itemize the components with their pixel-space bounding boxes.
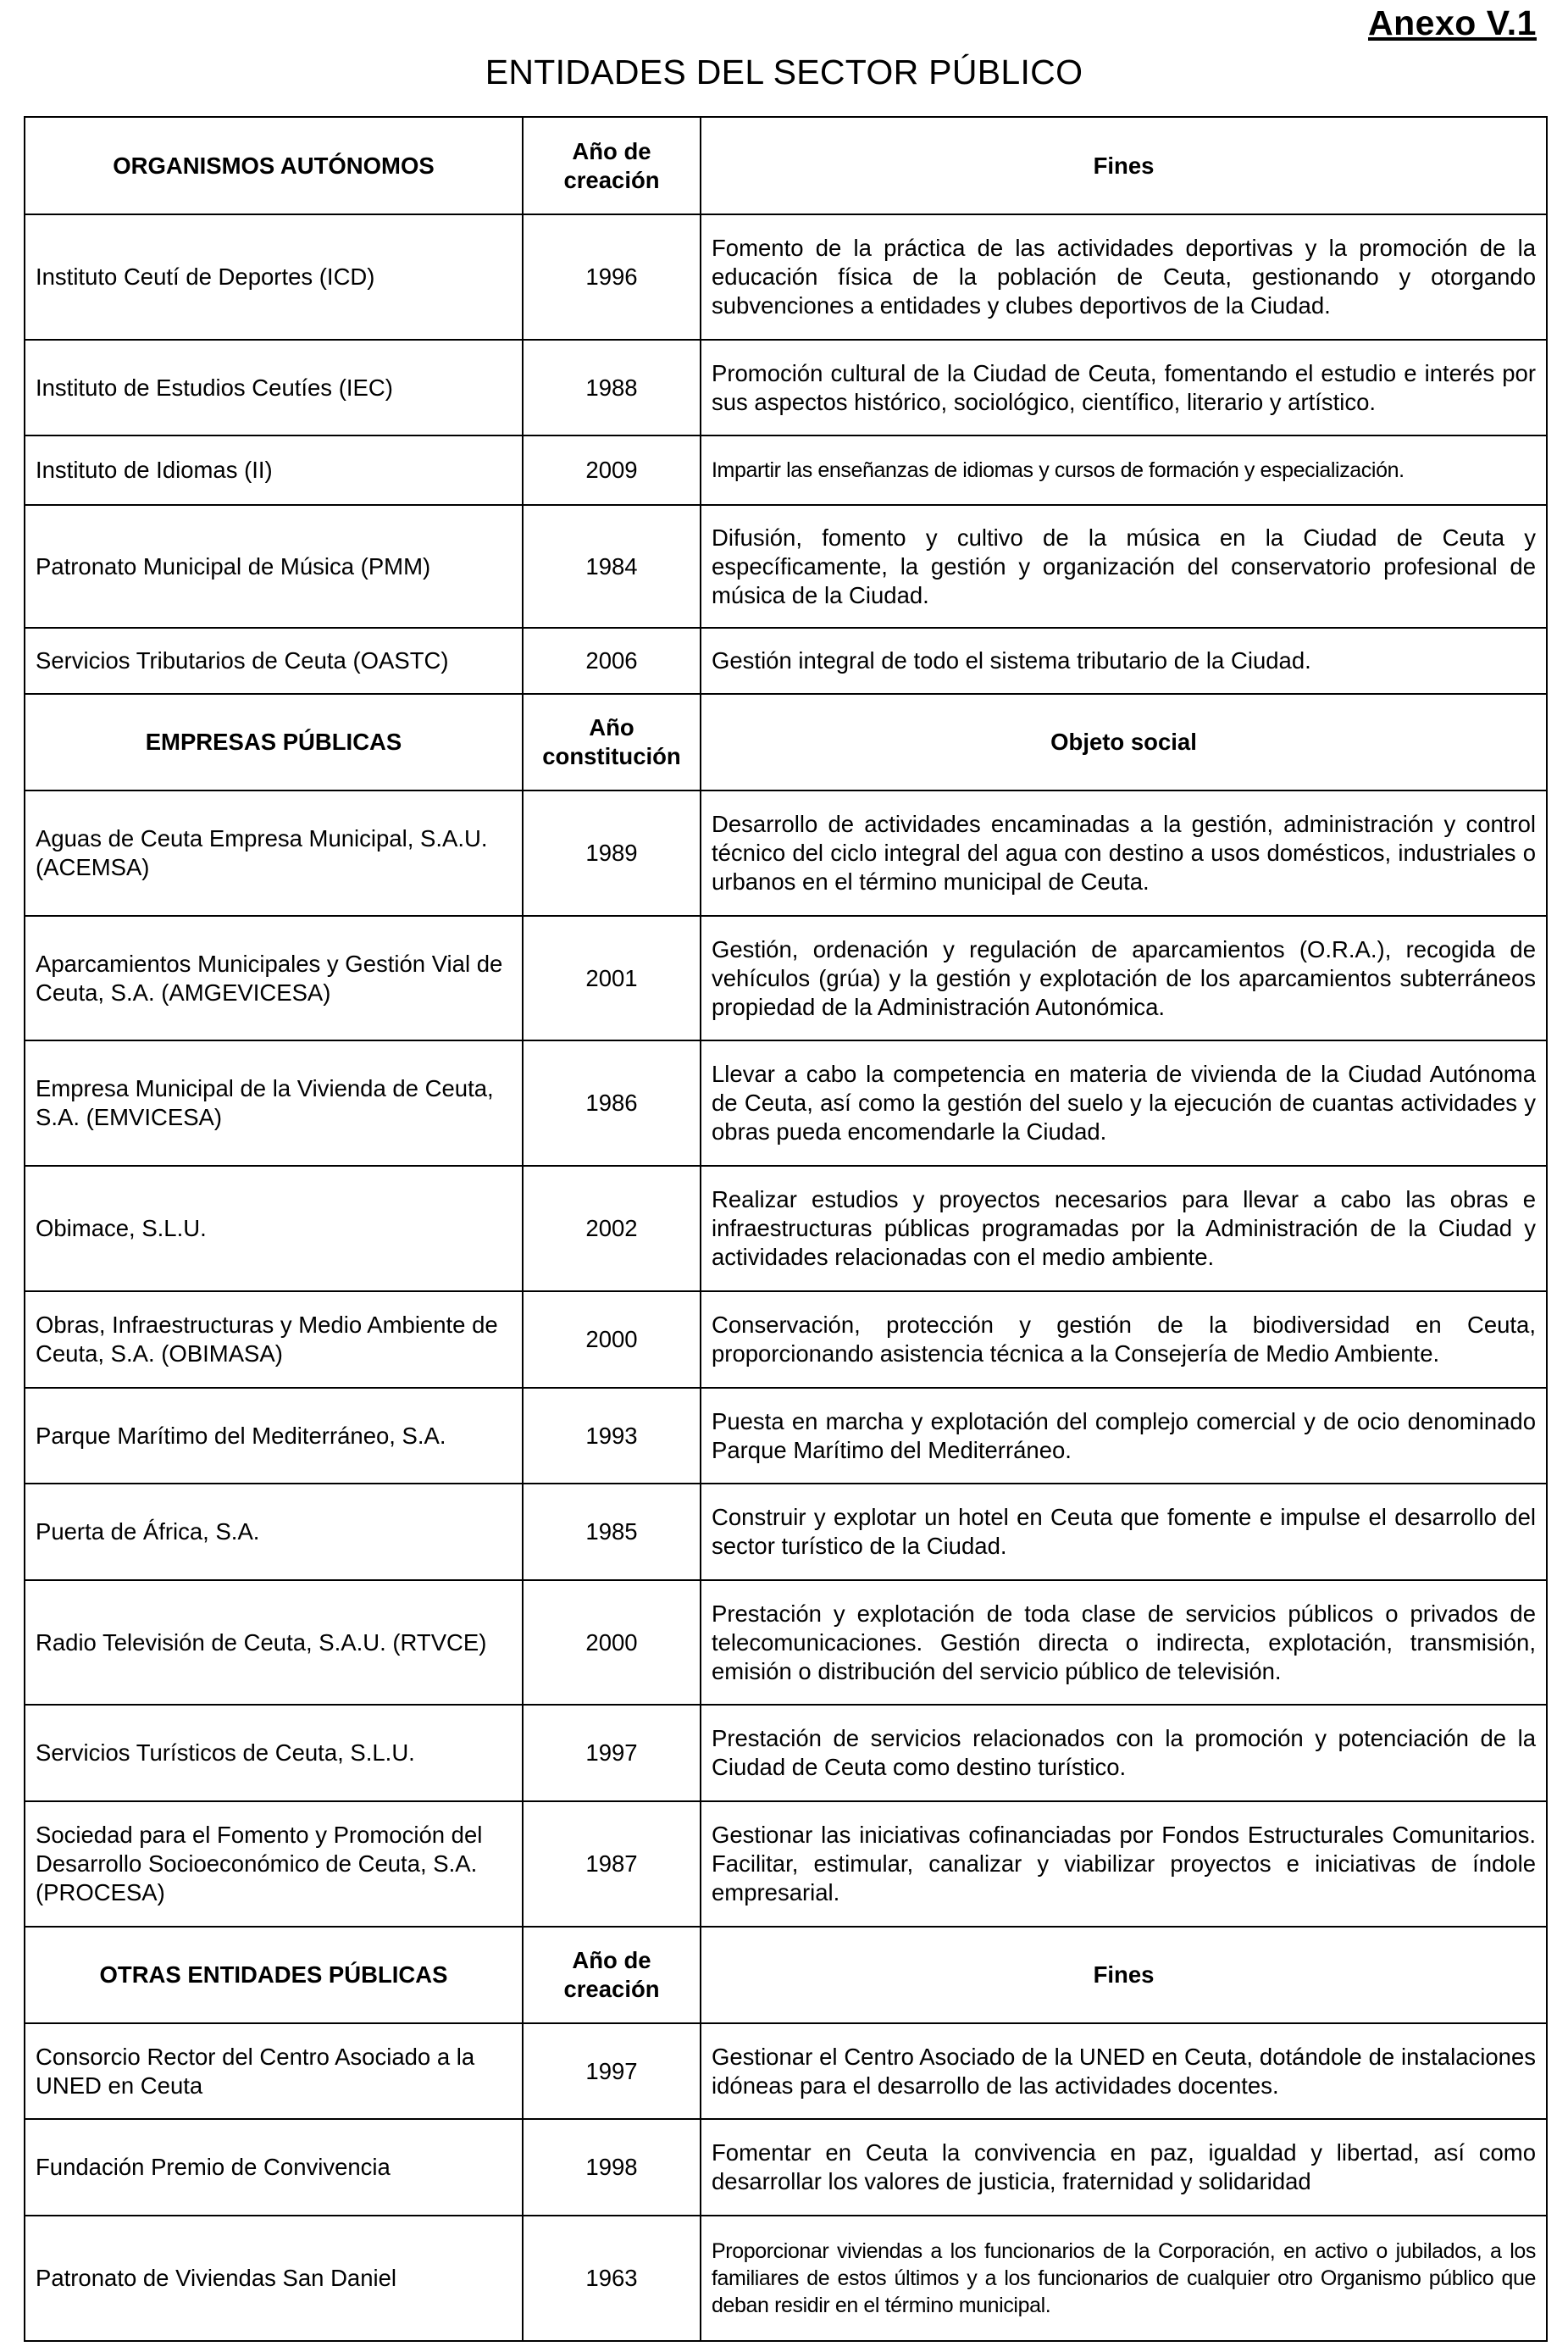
entity-name: Puerta de África, S.A. [25, 1484, 523, 1580]
entity-purpose: Desarrollo de actividades encaminadas a la gestión, administración y control técnico del ciclo integral del agua con destino a usos domésticos, industriales o urbanos en el término municipal de Ceuta. [701, 790, 1547, 916]
header-col-year: Año de creación [523, 117, 701, 214]
entity-purpose: Gestión, ordenación y regulación de aparcamientos (O.R.A.), recogida de vehículos (grúa) y la gestión y explotación de los aparcamientos subterráneos propiedad de la Administración Autonómica. [701, 916, 1547, 1040]
table-row [25, 2119, 1547, 2216]
entity-year: 2002 [523, 1166, 701, 1291]
entity-name: Consorcio Rector del Centro Asociado a la UNED en Ceuta [25, 2023, 523, 2119]
header-col-year: Año constitución [523, 694, 701, 790]
entity-year: 1998 [523, 2119, 701, 2216]
entity-name: Obras, Infraestructuras y Medio Ambiente de Ceuta, S.A. (OBIMASA) [25, 1291, 523, 1388]
entity-year: 1963 [523, 2216, 701, 2341]
entity-year: 1986 [523, 1040, 701, 1166]
entity-year: 2009 [523, 435, 701, 505]
entity-year: 2006 [523, 628, 701, 694]
entity-purpose: Llevar a cabo la competencia en materia de vivienda de la Ciudad Autónoma de Ceuta, así como la gestión del suelo y la ejecución de cuantas actividades y obras pueda encomendarle la Ciudad. [701, 1040, 1547, 1166]
entity-name: Instituto de Idiomas (II) [25, 435, 523, 505]
table-row [25, 2216, 1547, 2341]
entity-purpose: Fomentar en Ceuta la convivencia en paz, igualdad y libertad, así como desarrollar los valores de justicia, fraternidad y solidaridad [701, 2119, 1547, 2216]
table-row [25, 505, 1547, 628]
entity-purpose: Gestión integral de todo el sistema tributario de la Ciudad. [701, 628, 1547, 694]
header-col-purpose: Fines [701, 1927, 1547, 2023]
table-row [25, 1484, 1547, 1580]
section-header-otras [25, 1927, 1547, 2023]
entity-name: Servicios Turísticos de Ceuta, S.L.U. [25, 1705, 523, 1801]
entity-name: Fundación Premio de Convivencia [25, 2119, 523, 2216]
entity-purpose: Promoción cultural de la Ciudad de Ceuta, fomentando el estudio e interés por sus aspectos histórico, sociológico, científico, literario y artístico. [701, 340, 1547, 435]
entity-name: Instituto Ceutí de Deportes (ICD) [25, 214, 523, 340]
entity-name: Parque Marítimo del Mediterráneo, S.A. [25, 1388, 523, 1484]
entity-year: 2000 [523, 1291, 701, 1388]
entity-name: Instituto de Estudios Ceutíes (IEC) [25, 340, 523, 435]
entity-name: Radio Televisión de Ceuta, S.A.U. (RTVCE) [25, 1580, 523, 1705]
entity-year: 1989 [523, 790, 701, 916]
table-row [25, 2023, 1547, 2119]
entity-purpose: Gestionar las iniciativas cofinanciadas por Fondos Estructurales Comunitarios. Facilitar, estimular, canalizar y viabilizar proyectos e iniciativas de índole empresarial. [701, 1801, 1547, 1927]
table-row [25, 1388, 1547, 1484]
header-col-entity: OTRAS ENTIDADES PÚBLICAS [25, 1927, 523, 2023]
entity-purpose: Gestionar el Centro Asociado de la UNED en Ceuta, dotándole de instalaciones idóneas para el desarrollo de las actividades docentes. [701, 2023, 1547, 2119]
annex-label: Anexo V.1 [1368, 3, 1537, 42]
entity-year: 2001 [523, 916, 701, 1040]
entity-year: 1993 [523, 1388, 701, 1484]
entity-name: Servicios Tributarios de Ceuta (OASTC) [25, 628, 523, 694]
entity-name: Aparcamientos Municipales y Gestión Vial de Ceuta, S.A. (AMGEVICESA) [25, 916, 523, 1040]
header-col-entity: EMPRESAS PÚBLICAS [25, 694, 523, 790]
table-row [25, 1166, 1547, 1291]
entity-year: 1984 [523, 505, 701, 628]
entity-purpose: Difusión, fomento y cultivo de la música en la Ciudad de Ceuta y específicamente, la gestión y organización del conservatorio profesional de música de la Ciudad. [701, 505, 1547, 628]
header-col-year: Año de creación [523, 1927, 701, 2023]
entity-name: Empresa Municipal de la Vivienda de Ceuta, S.A. (EMVICESA) [25, 1040, 523, 1166]
entity-name: Patronato de Viviendas San Daniel [25, 2216, 523, 2341]
entity-purpose: Proporcionar viviendas a los funcionarios de la Corporación, en activo o jubilados, a los familiares de estos últimos y a los funcionarios de cualquier otro Organismo público que deban residir en el término municipal. [701, 2216, 1547, 2341]
entity-name: Aguas de Ceuta Empresa Municipal, S.A.U. (ACEMSA) [25, 790, 523, 916]
table-row [25, 214, 1547, 340]
entity-year: 1997 [523, 1705, 701, 1801]
entity-purpose: Construir y explotar un hotel en Ceuta que fomente e impulse el desarrollo del sector turístico de la Ciudad. [701, 1484, 1547, 1580]
entity-year: 2000 [523, 1580, 701, 1705]
entity-purpose: Puesta en marcha y explotación del complejo comercial y de ocio denominado Parque Marítimo del Mediterráneo. [701, 1388, 1547, 1484]
entity-name: Patronato Municipal de Música (PMM) [25, 505, 523, 628]
page-title: ENTIDADES DEL SECTOR PÚBLICO [485, 53, 1083, 92]
table-row [25, 1040, 1547, 1166]
entities-table [24, 116, 1548, 2342]
table-row [25, 790, 1547, 916]
entity-purpose: Fomento de la práctica de las actividades deportivas y la promoción de la educación física de la población de Ceuta, gestionando y otorgando subvenciones a entidades y clubes deportivos de la Ciudad. [701, 214, 1547, 340]
entity-year: 1996 [523, 214, 701, 340]
entity-purpose: Realizar estudios y proyectos necesarios para llevar a cabo las obras e infraestructuras públicas programadas por la Administración de la Ciudad y actividades relacionadas con el medio ambiente. [701, 1166, 1547, 1291]
table-row [25, 1705, 1547, 1801]
entity-purpose: Prestación y explotación de toda clase de servicios públicos o privados de telecomunicaciones. Gestión directa o indirecta, explotación, transmisión, emisión o distribución del servicio público de televisión. [701, 1580, 1547, 1705]
entity-purpose: Impartir las enseñanzas de idiomas y cursos de formación y especialización. [701, 435, 1547, 505]
entity-year: 1987 [523, 1801, 701, 1927]
table-row [25, 435, 1547, 505]
entity-year: 1985 [523, 1484, 701, 1580]
header-col-purpose: Objeto social [701, 694, 1547, 790]
table-row [25, 916, 1547, 1040]
table-row [25, 628, 1547, 694]
table-row [25, 1291, 1547, 1388]
entity-name: Obimace, S.L.U. [25, 1166, 523, 1291]
table-row [25, 1801, 1547, 1927]
entity-year: 1997 [523, 2023, 701, 2119]
entity-purpose: Conservación, protección y gestión de la biodiversidad en Ceuta, proporcionando asistencia técnica a la Consejería de Medio Ambiente. [701, 1291, 1547, 1388]
section-header-organismos [25, 117, 1547, 214]
table-row [25, 1580, 1547, 1705]
entity-year: 1988 [523, 340, 701, 435]
entity-purpose: Prestación de servicios relacionados con la promoción y potenciación de la Ciudad de Ceuta como destino turístico. [701, 1705, 1547, 1801]
table-row [25, 340, 1547, 435]
header-col-entity: ORGANISMOS AUTÓNOMOS [25, 117, 523, 214]
entity-name: Sociedad para el Fomento y Promoción del Desarrollo Socioeconómico de Ceuta, S.A. (PROCESA) [25, 1801, 523, 1927]
section-header-empresas [25, 694, 1547, 790]
header-col-purpose: Fines [701, 117, 1547, 214]
